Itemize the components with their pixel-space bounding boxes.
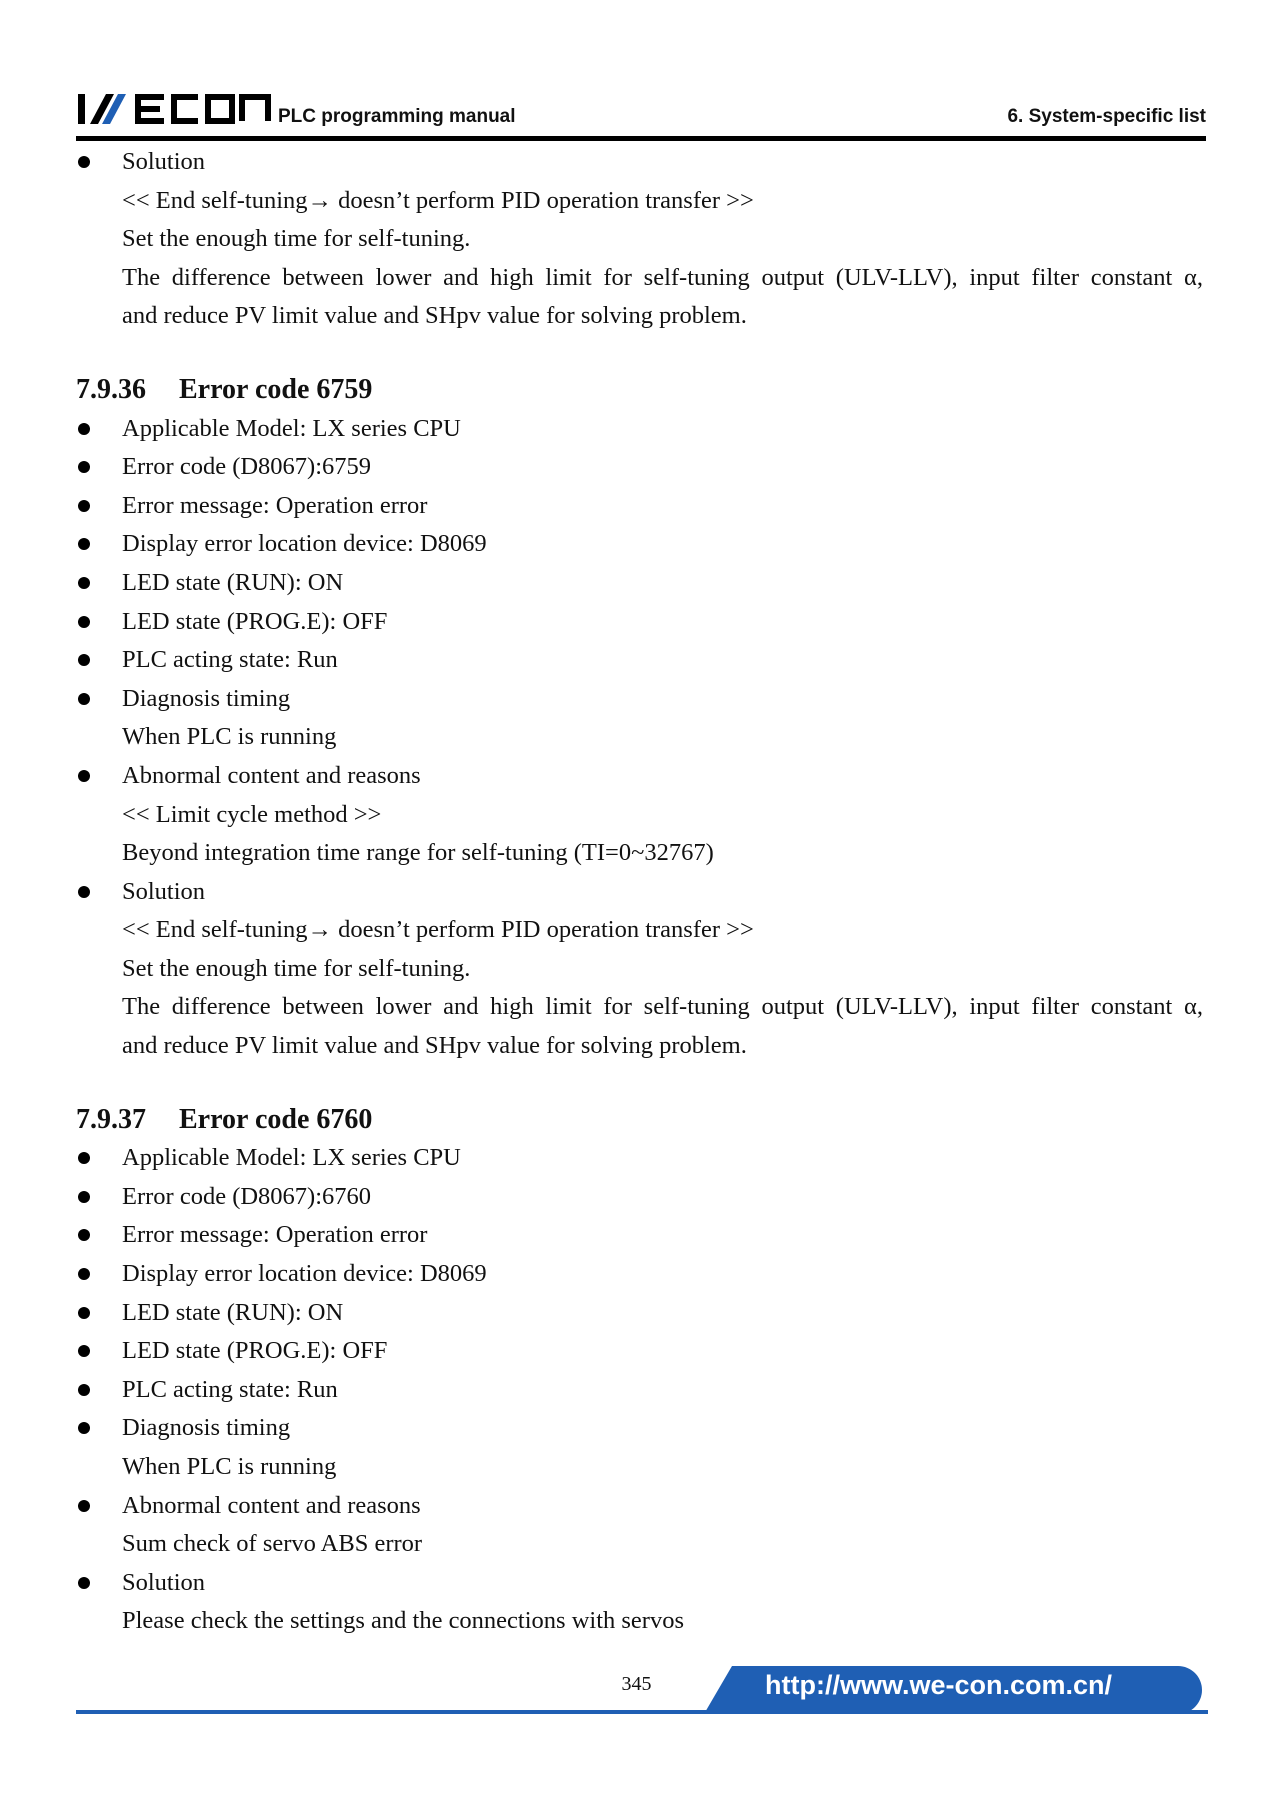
solution-line: Please check the settings and the connections with servos — [122, 1607, 684, 1635]
page-content — [76, 143, 1203, 1641]
bullet-item: LED state (PROG.E): OFF — [76, 603, 1203, 642]
section-title: Error code 6759 — [179, 373, 373, 405]
abnormal-line: Sum check of servo ABS error — [122, 1530, 423, 1558]
section-number: 7.9.37 — [76, 1103, 146, 1135]
solution-line: << End self-tuning→ doesn’t perform PID operation transfer >> — [122, 916, 754, 944]
header-rule — [76, 136, 1206, 141]
solution-line: and reduce PV limit value and SHpv value for solving problem. — [122, 1032, 747, 1060]
bullet-item: LED state (RUN): ON — [76, 1294, 1203, 1333]
diagnosis-text: When PLC is running — [122, 1453, 337, 1480]
solution-line: and reduce PV limit value and SHpv value for solving problem. — [122, 302, 747, 330]
bullet-item: Error message: Operation error — [76, 1216, 1203, 1255]
solution-line: Set the enough time for self-tuning. — [122, 225, 471, 253]
solution-line: Set the enough time for self-tuning. — [122, 954, 471, 982]
bullet-item: PLC acting state: Run — [76, 641, 1203, 680]
bullet-item: Applicable Model: LX series CPU — [76, 1139, 1203, 1178]
section-title: Error code 6760 — [179, 1103, 373, 1135]
abnormal-line: Beyond integration time range for self-tuning (TI=0~32767) — [122, 839, 714, 867]
chapter-title: 6. System-specific list — [1007, 106, 1206, 127]
bullet-solution: Solution — [76, 873, 1203, 912]
bullet-diagnosis: Diagnosis timing — [76, 680, 1203, 719]
abnormal-line: << Limit cycle method >> — [122, 800, 382, 828]
bullet-item: Applicable Model: LX series CPU — [76, 410, 1203, 449]
section-number: 7.9.36 — [76, 373, 146, 405]
bullet-abnormal: Abnormal content and reasons — [76, 1487, 1203, 1526]
bullet-item: Display error location device: D8069 — [76, 1255, 1203, 1294]
bullet-abnormal: Abnormal content and reasons — [76, 757, 1203, 796]
section-heading — [76, 1101, 1203, 1140]
bullet-diagnosis: Diagnosis timing — [76, 1409, 1203, 1448]
bullet-item: LED state (RUN): ON — [76, 564, 1203, 603]
doc-title: PLC programming manual — [278, 106, 516, 127]
page-header — [76, 88, 1206, 142]
solution-line: The difference between lower and high limit for self-tuning output (ULV-LLV), input filter constant α, — [122, 993, 1203, 1021]
solution-line: << End self-tuning→ doesn’t perform PID operation transfer >> — [122, 186, 754, 214]
diagnosis-text: When PLC is running — [122, 723, 337, 751]
bullet-item: Error code (D8067):6759 — [76, 448, 1203, 487]
bullet-solution: Solution — [76, 1564, 1203, 1603]
bullet-item: PLC acting state: Run — [76, 1371, 1203, 1410]
bullet-solution: Solution — [76, 143, 1203, 182]
bullet-item: LED state (PROG.E): OFF — [76, 1332, 1203, 1371]
bullet-item: Error message: Operation error — [76, 487, 1203, 526]
website-link[interactable]: http://www.we-con.com.cn/ — [765, 1670, 1113, 1700]
page-number: 345 — [621, 1673, 652, 1695]
section-heading — [76, 371, 1203, 410]
bullet-item: Display error location device: D8069 — [76, 525, 1203, 564]
bullet-item: Error code (D8067):6760 — [76, 1178, 1203, 1217]
solution-line: The difference between lower and high limit for self-tuning output (ULV-LLV), input filter constant α, — [122, 263, 1203, 291]
wecon-logo — [76, 88, 276, 132]
